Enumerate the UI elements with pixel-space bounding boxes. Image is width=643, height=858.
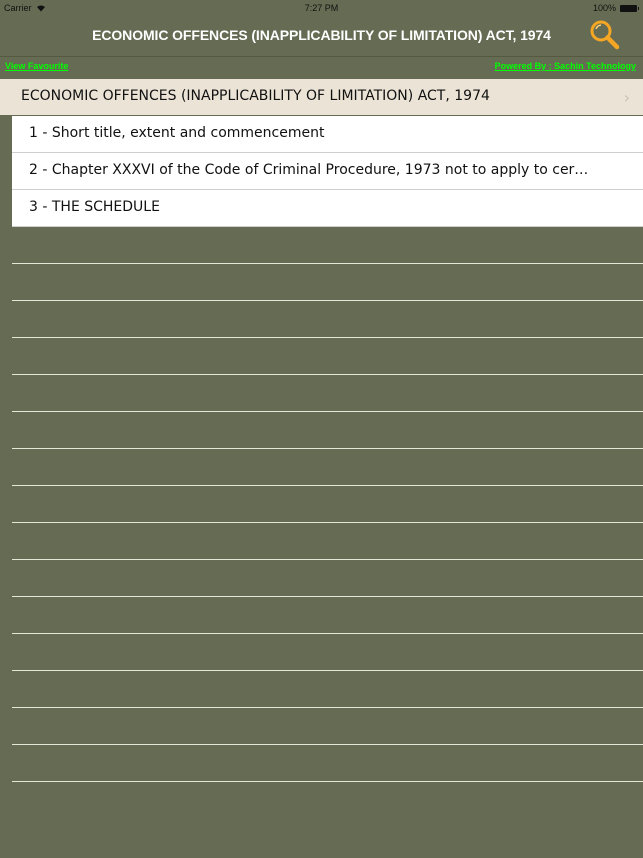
status-right <box>593 3 637 13</box>
empty-row <box>12 227 643 264</box>
search-button[interactable] <box>586 18 626 54</box>
list-item-label: 1 - Short title, extent and commencement <box>29 125 325 141</box>
empty-row <box>12 671 643 708</box>
empty-row <box>12 449 643 486</box>
empty-row <box>12 634 643 671</box>
empty-row <box>12 412 643 449</box>
empty-row <box>12 486 643 523</box>
list-item[interactable] <box>12 116 643 153</box>
chevron-right-icon: › <box>623 88 630 107</box>
act-header-label: ECONOMIC OFFENCES (INAPPLICABILITY OF LIMITATION) ACT, 1974 <box>21 88 490 104</box>
navigation-bar <box>0 18 643 56</box>
empty-row <box>12 708 643 745</box>
act-header-row[interactable] <box>0 79 643 115</box>
list-item[interactable] <box>12 190 643 227</box>
status-bar <box>0 0 643 18</box>
empty-row <box>12 375 643 412</box>
powered-by-link[interactable]: Powered By : Sachin Technology <box>494 61 636 71</box>
section-list <box>12 116 643 782</box>
empty-row <box>12 301 643 338</box>
nav-divider <box>0 56 643 57</box>
empty-row <box>12 597 643 634</box>
list-item-label: 2 - Chapter XXXVI of the Code of Criminal Procedure, 1973 not to apply to cer… <box>29 162 589 178</box>
empty-row <box>12 560 643 597</box>
sub-bar <box>0 58 643 78</box>
empty-row <box>12 264 643 301</box>
status-time: 7:27 PM <box>304 3 339 13</box>
battery-icon <box>620 5 637 12</box>
page-title: ECONOMIC OFFENCES (INAPPLICABILITY OF LIMITATION) ACT, 1974 <box>92 27 551 43</box>
search-icon <box>586 18 626 54</box>
list-item-label: 3 - THE SCHEDULE <box>29 199 160 215</box>
carrier-label: Carrier <box>4 3 32 13</box>
list-item[interactable] <box>12 153 643 190</box>
view-favourite-link[interactable]: View Favourite <box>5 61 69 71</box>
empty-row <box>12 745 643 782</box>
empty-row <box>12 338 643 375</box>
battery-percent: 100% <box>592 3 616 13</box>
empty-row <box>12 523 643 560</box>
